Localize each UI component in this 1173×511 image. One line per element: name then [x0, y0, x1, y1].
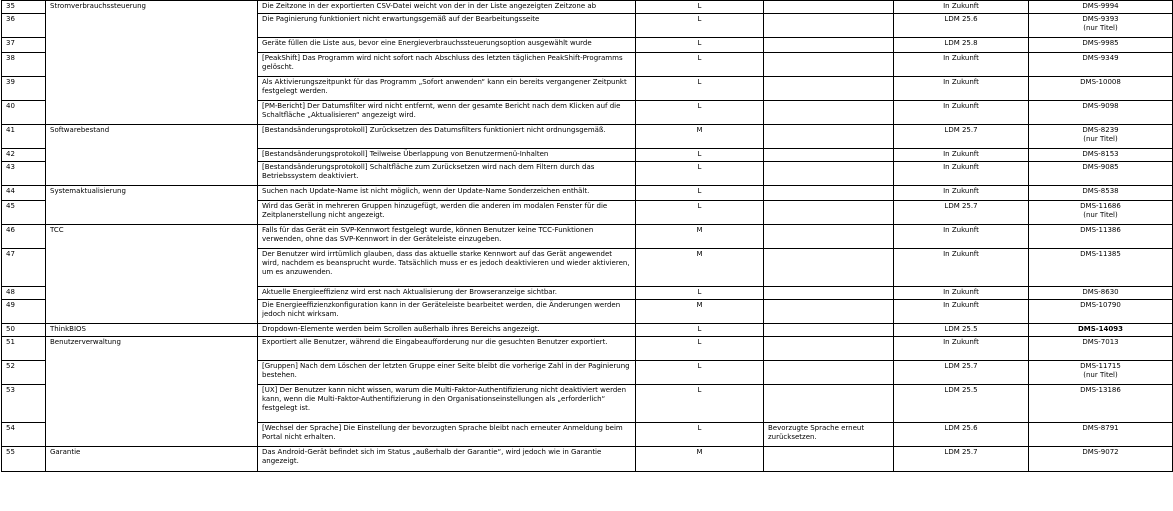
issue-id: DMS-8630: [1082, 288, 1119, 296]
issue-number: 43: [2, 162, 46, 186]
component-name: Softwarebestand: [46, 125, 258, 186]
issue-number: 52: [2, 361, 46, 385]
issue-description: Als Aktivierungszeitpunkt für das Programm „Sofort anwenden“ kann ein bereits vergangener Zeitpunkt festgelegt werden.: [258, 77, 636, 101]
issue-description: Das Android-Gerät befindet sich im Status „außerhalb der Garantie“, wird jedoch wie in Garantie angezeigt.: [258, 447, 636, 472]
table-row: [2, 225, 1173, 249]
issue-id-cell: [1029, 38, 1173, 53]
table-row: [2, 1, 1173, 14]
severity: M: [636, 447, 764, 472]
issue-number: 42: [2, 149, 46, 162]
workaround: [764, 287, 894, 300]
issue-id: DMS-9098: [1082, 102, 1119, 110]
planned-release: In Zukunft: [894, 186, 1029, 201]
severity: M: [636, 249, 764, 287]
known-issues-table: [1, 0, 1173, 472]
issue-description: Wird das Gerät in mehreren Gruppen hinzugefügt, werden die anderen im modalen Fenster für die Zeitplanerstellung nicht angezeigt.: [258, 201, 636, 225]
issue-id: DMS-11386: [1080, 226, 1121, 234]
issue-id: DMS-9072: [1082, 448, 1119, 456]
severity: L: [636, 361, 764, 385]
issue-description: Suchen nach Update-Name ist nicht möglich, wenn der Update-Name Sonderzeichen enthält.: [258, 186, 636, 201]
workaround: [764, 53, 894, 77]
severity: M: [636, 300, 764, 324]
planned-release: LDM 25.6: [894, 423, 1029, 447]
severity: L: [636, 77, 764, 101]
workaround: [764, 125, 894, 149]
issue-id-cell: [1029, 162, 1173, 186]
issue-description: Die Paginierung funktioniert nicht erwartungsgemäß auf der Bearbeitungsseite: [258, 14, 636, 38]
issue-id-cell: [1029, 300, 1173, 324]
planned-release: LDM 25.7: [894, 447, 1029, 472]
workaround: [764, 300, 894, 324]
severity: L: [636, 423, 764, 447]
workaround: [764, 162, 894, 186]
severity: L: [636, 53, 764, 77]
issue-id-cell: [1029, 201, 1173, 225]
issue-id-cell: [1029, 249, 1173, 287]
issue-id: DMS-13186: [1080, 386, 1121, 394]
issue-id: DMS-9393: [1082, 15, 1119, 23]
issue-description: [PM-Bericht] Der Datumsfilter wird nicht entfernt, wenn der gesamte Bericht nach dem Klicken auf die Schaltfläche „Aktualisieren“ angezeigt wird.: [258, 101, 636, 125]
severity: L: [636, 149, 764, 162]
issue-id: DMS-8538: [1082, 187, 1119, 195]
severity: L: [636, 186, 764, 201]
issue-id-note: (nur Titel): [1083, 211, 1118, 219]
issue-id: DMS-9085: [1082, 163, 1119, 171]
planned-release: LDM 25.7: [894, 361, 1029, 385]
issue-id-cell: [1029, 77, 1173, 101]
issue-number: 45: [2, 201, 46, 225]
issue-description: [Bestandsänderungsprotokoll] Schaltfläche zum Zurücksetzen wird nach dem Filtern durch das Betriebssystem deaktiviert.: [258, 162, 636, 186]
issue-description: [Gruppen] Nach dem Löschen der letzten Gruppe einer Seite bleibt die vorherige Zahl in der Paginierung bestehen.: [258, 361, 636, 385]
issue-id-cell: [1029, 423, 1173, 447]
severity: L: [636, 101, 764, 125]
issue-id: DMS-14093: [1077, 325, 1124, 333]
issue-description: Die Zeitzone in der exportierten CSV-Datei weicht von der in der Liste angezeigten Zeitzone ab: [258, 1, 636, 14]
issue-number: 55: [2, 447, 46, 472]
workaround: [764, 385, 894, 423]
severity: L: [636, 1, 764, 14]
issue-id-cell: [1029, 53, 1173, 77]
severity: L: [636, 201, 764, 225]
workaround: [764, 249, 894, 287]
table-row: [2, 186, 1173, 201]
issue-id: DMS-7013: [1082, 338, 1119, 346]
workaround: [764, 149, 894, 162]
issue-id-cell: [1029, 324, 1173, 337]
planned-release: LDM 25.5: [894, 324, 1029, 337]
issue-number: 54: [2, 423, 46, 447]
issue-description: Dropdown-Elemente werden beim Scrollen außerhalb ihres Bereichs angezeigt.: [258, 324, 636, 337]
issue-number: 35: [2, 1, 46, 14]
issue-number: 46: [2, 225, 46, 249]
planned-release: In Zukunft: [894, 149, 1029, 162]
workaround: [764, 77, 894, 101]
issue-number: 51: [2, 337, 46, 361]
issue-description: Falls für das Gerät ein SVP-Kennwort festgelegt wurde, können Benutzer keine TCC-Funktionen verwenden, ohne das SVP-Kennwort in der Geräteleiste einzugeben.: [258, 225, 636, 249]
workaround: [764, 101, 894, 125]
workaround: [764, 225, 894, 249]
issue-id-cell: [1029, 1, 1173, 14]
planned-release: In Zukunft: [894, 101, 1029, 125]
issue-number: 39: [2, 77, 46, 101]
severity: L: [636, 162, 764, 186]
component-name: Garantie: [46, 447, 258, 472]
planned-release: LDM 25.7: [894, 125, 1029, 149]
workaround: [764, 201, 894, 225]
issue-number: 38: [2, 53, 46, 77]
issue-id-cell: [1029, 287, 1173, 300]
severity: L: [636, 14, 764, 38]
component-name: ThinkBIOS: [46, 324, 258, 337]
issue-id-cell: [1029, 385, 1173, 423]
issue-number: 36: [2, 14, 46, 38]
planned-release: In Zukunft: [894, 225, 1029, 249]
component-name: Benutzerverwaltung: [46, 337, 258, 447]
issue-id: DMS-9985: [1082, 39, 1119, 47]
planned-release: In Zukunft: [894, 300, 1029, 324]
issue-id-note: (nur Titel): [1083, 371, 1118, 379]
issue-id: DMS-10008: [1080, 78, 1121, 86]
issue-description: [Bestandsänderungsprotokoll] Zurücksetzen des Datumsfilters funktioniert nicht ordnungsgemäß.: [258, 125, 636, 149]
issue-id: DMS-8153: [1082, 150, 1119, 158]
planned-release: In Zukunft: [894, 249, 1029, 287]
workaround: [764, 361, 894, 385]
issue-description: Aktuelle Energieeffizienz wird erst nach Aktualisierung der Browseranzeige sichtbar.: [258, 287, 636, 300]
issue-id: DMS-11385: [1080, 250, 1121, 258]
issue-number: 40: [2, 101, 46, 125]
issue-description: Der Benutzer wird irrtümlich glauben, dass das aktuelle starke Kennwort auf das Gerät angewendet wird, nachdem es beansprucht wurde. Tatsächlich muss er es jedoch deaktivieren und wieder aktivieren, um es anzuwenden.: [258, 249, 636, 287]
issue-number: 50: [2, 324, 46, 337]
issue-id-cell: [1029, 14, 1173, 38]
issue-id-note: (nur Titel): [1083, 135, 1118, 143]
issue-number: 49: [2, 300, 46, 324]
workaround: [764, 14, 894, 38]
issue-id: DMS-11686: [1080, 202, 1121, 210]
severity: M: [636, 225, 764, 249]
component-name: TCC: [46, 225, 258, 324]
issue-number: 47: [2, 249, 46, 287]
issue-id-cell: [1029, 337, 1173, 361]
issue-id: DMS-8239: [1082, 126, 1119, 134]
planned-release: In Zukunft: [894, 162, 1029, 186]
issue-id: DMS-8791: [1082, 424, 1119, 432]
severity: L: [636, 38, 764, 53]
planned-release: LDM 25.6: [894, 14, 1029, 38]
planned-release: LDM 25.7: [894, 201, 1029, 225]
issue-description: [UX] Der Benutzer kann nicht wissen, warum die Multi-Faktor-Authentifizierung nicht deaktiviert werden kann, wenn die Multi-Faktor-Authentifizierung in den Organisationseinstellungen als „erforderlich“ festgelegt ist.: [258, 385, 636, 423]
table-row: [2, 337, 1173, 361]
severity: L: [636, 287, 764, 300]
severity: M: [636, 125, 764, 149]
issue-description: Geräte füllen die Liste aus, bevor eine Energieverbrauchssteuerungsoption ausgewählt wurde: [258, 38, 636, 53]
planned-release: In Zukunft: [894, 287, 1029, 300]
issue-description: Exportiert alle Benutzer, während die Eingabeaufforderung nur die gesuchten Benutzer exportiert.: [258, 337, 636, 361]
issue-id-cell: [1029, 186, 1173, 201]
workaround: [764, 186, 894, 201]
component-name: Systemaktualisierung: [46, 186, 258, 225]
workaround: [764, 447, 894, 472]
severity: L: [636, 337, 764, 361]
planned-release: In Zukunft: [894, 1, 1029, 14]
issue-id-cell: [1029, 149, 1173, 162]
workaround: Bevorzugte Sprache erneut zurücksetzen.: [764, 423, 894, 447]
workaround: [764, 1, 894, 14]
planned-release: In Zukunft: [894, 77, 1029, 101]
issue-number: 37: [2, 38, 46, 53]
issue-id-cell: [1029, 101, 1173, 125]
issue-id-cell: [1029, 447, 1173, 472]
planned-release: In Zukunft: [894, 53, 1029, 77]
issue-id-cell: [1029, 225, 1173, 249]
issue-number: 44: [2, 186, 46, 201]
workaround: [764, 324, 894, 337]
issue-description: [Bestandsänderungsprotokoll] Teilweise Überlappung von Benutzermenü-Inhalten: [258, 149, 636, 162]
planned-release: LDM 25.8: [894, 38, 1029, 53]
table-row: [2, 447, 1173, 472]
issue-description: [PeakShift] Das Programm wird nicht sofort nach Abschluss des letzten täglichen PeakShift-Programms gelöscht.: [258, 53, 636, 77]
issue-number: 48: [2, 287, 46, 300]
planned-release: In Zukunft: [894, 337, 1029, 361]
issue-id-cell: [1029, 361, 1173, 385]
issue-id: DMS-9349: [1082, 54, 1119, 62]
issue-description: Die Energieeffizienzkonfiguration kann in der Geräteleiste bearbeitet werden, die Änderungen werden jedoch nicht wirksam.: [258, 300, 636, 324]
table-row: [2, 324, 1173, 337]
issue-id-note: (nur Titel): [1083, 24, 1118, 32]
planned-release: LDM 25.5: [894, 385, 1029, 423]
severity: L: [636, 385, 764, 423]
workaround: [764, 337, 894, 361]
issue-description: [Wechsel der Sprache] Die Einstellung der bevorzugten Sprache bleibt nach erneuter Anmeldung beim Portal nicht erhalten.: [258, 423, 636, 447]
issue-number: 41: [2, 125, 46, 149]
issue-number: 53: [2, 385, 46, 423]
table-row: [2, 125, 1173, 149]
severity: L: [636, 324, 764, 337]
issue-id: DMS-10790: [1080, 301, 1121, 309]
issue-id: DMS-11715: [1080, 362, 1121, 370]
workaround: [764, 38, 894, 53]
issue-id: DMS-9994: [1082, 2, 1119, 10]
issue-id-cell: [1029, 125, 1173, 149]
component-name: Stromverbrauchssteuerung: [46, 1, 258, 125]
